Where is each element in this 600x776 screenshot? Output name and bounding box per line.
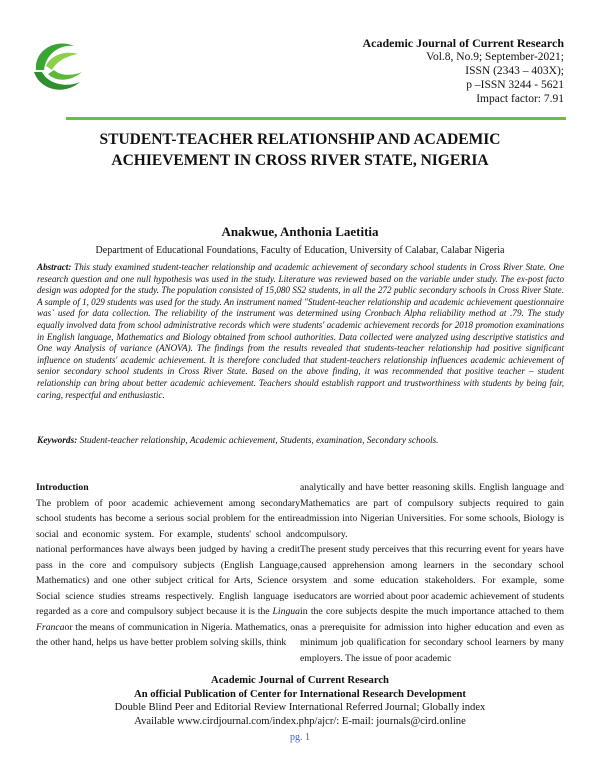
footer-journal-name: Academic Journal of Current Research bbox=[211, 675, 389, 686]
emphasized-term: Lingua Franca bbox=[36, 606, 300, 633]
section-heading: Introduction bbox=[36, 482, 89, 493]
impact-factor: Impact factor: 7.91 bbox=[476, 93, 564, 105]
journal-logo-icon bbox=[26, 36, 88, 98]
header-divider bbox=[66, 117, 566, 120]
paragraph: analytically and have better reasoning skills. English language and Mathematics are part of compulsory subjects required to gain admission into Nigerian Universities. For some schools, Biology is compulsory. bbox=[300, 482, 564, 540]
abstract-text: This study examined student-teacher relationship and academic achievement of secondary school students in Cross River State. One research question and one null hypothesis was used in the study. Literature was reviewed based on the variable under study. The ex-post facto design was adopted for the study. The population consisted of 15,080 SS2 students, in all the 272 public secondary schools in Cross River State. A sample of 1, 029 students was used for the study. An instrument named "Student-teacher relationship and academic achievement questionnaire was` used for data collection. The reliability of the instrument was determined using Cronbach Alpha reliability method at .79. The study equally involved data from school administrative records which were students' academic achievement records for 2018 promotion examinations in English language, Mathematics and Biology obtained from school authorities. Data collected were analyzed using descriptive statistics and One way Analysis of variance (ANOVA). The findings from the results revealed that students-teacher relationship had positive significant influence on students' academic achievement. It is therefore concluded that student-teachers relationship influences academic achievement of senior secondary school students in Cross River State. Based on the above finding, it was recommended that positive teacher – student relationship can bring about better academic achievement. Teachers should establish rapport and trustworthiness with students by being fair, caring, respectful and enthusiastic. bbox=[37, 262, 564, 400]
body-column-right bbox=[300, 480, 564, 666]
abstract-label: Abstract: bbox=[37, 262, 72, 272]
page-footer bbox=[0, 674, 600, 745]
footer-review-note: Double Blind Peer and Editorial Review International Referred Journal; Globally index bbox=[114, 702, 486, 713]
title-line: STUDENT-TEACHER RELATIONSHIP AND ACADEMIC bbox=[99, 131, 501, 148]
journal-name: Academic Journal of Current Research bbox=[362, 36, 564, 50]
keywords-text: Student-teacher relationship, Academic achievement, Students, examination, Secondary schools. bbox=[79, 436, 439, 446]
abstract bbox=[37, 262, 564, 401]
keywords bbox=[37, 436, 564, 446]
issn: ISSN (2343 – 403X); bbox=[465, 65, 564, 77]
volume-info: Vol.8, No.9; September-2021; bbox=[426, 51, 564, 63]
paragraph-text: or the means of communication in Nigeria. Mathematics, on the other hand, helps us have better problem solving skills, think bbox=[36, 621, 300, 648]
author-name: Anakwue, Anthonia Laetitia bbox=[221, 224, 379, 239]
paragraph-text: The problem of poor academic achievement among secondary school students has become a serious social problem for the entire social and economic system. For example, students' school and national performances have always been judged by having a credit pass in the core and compulsory subjects (English Language, Mathematics) and one other subject critical for Arts, Science or Social science studies streams respectively. English language is regarded as a core and compulsory subject because it is the bbox=[36, 497, 300, 617]
author-affiliation: Department of Educational Foundations, Faculty of Education, University of Calabar, Calabar Nigeria bbox=[95, 245, 505, 256]
journal-info bbox=[362, 36, 564, 106]
paragraph: The present study perceives that this recurring event for years have caused apprehension among learners in the secondary school system and some education stakeholders. For example, some educators are worried about poor academic achievement of students in the core subjects despite the much importance attached to them as a prerequisite for admission into higher education and even as minimum job qualification for secondary school learners by many employers. The issue of poor academic bbox=[300, 544, 564, 664]
footer-contact: Available www.cirdjournal.com/index.php/ajcr/: E-mail: journals@cird.online bbox=[134, 715, 466, 727]
keywords-label: Keywords: bbox=[37, 436, 78, 446]
paper-title bbox=[40, 129, 560, 171]
title-line: ACHIEVEMENT IN CROSS RIVER STATE, NIGERIA bbox=[111, 152, 489, 169]
footer-publisher: An official Publication of Center for International Research Development bbox=[134, 688, 466, 700]
page-number: pg. 1 bbox=[290, 732, 310, 743]
body-column-left bbox=[36, 480, 300, 651]
p-issn: p –ISSN 3244 - 5621 bbox=[466, 79, 564, 91]
paragraph bbox=[36, 496, 300, 651]
